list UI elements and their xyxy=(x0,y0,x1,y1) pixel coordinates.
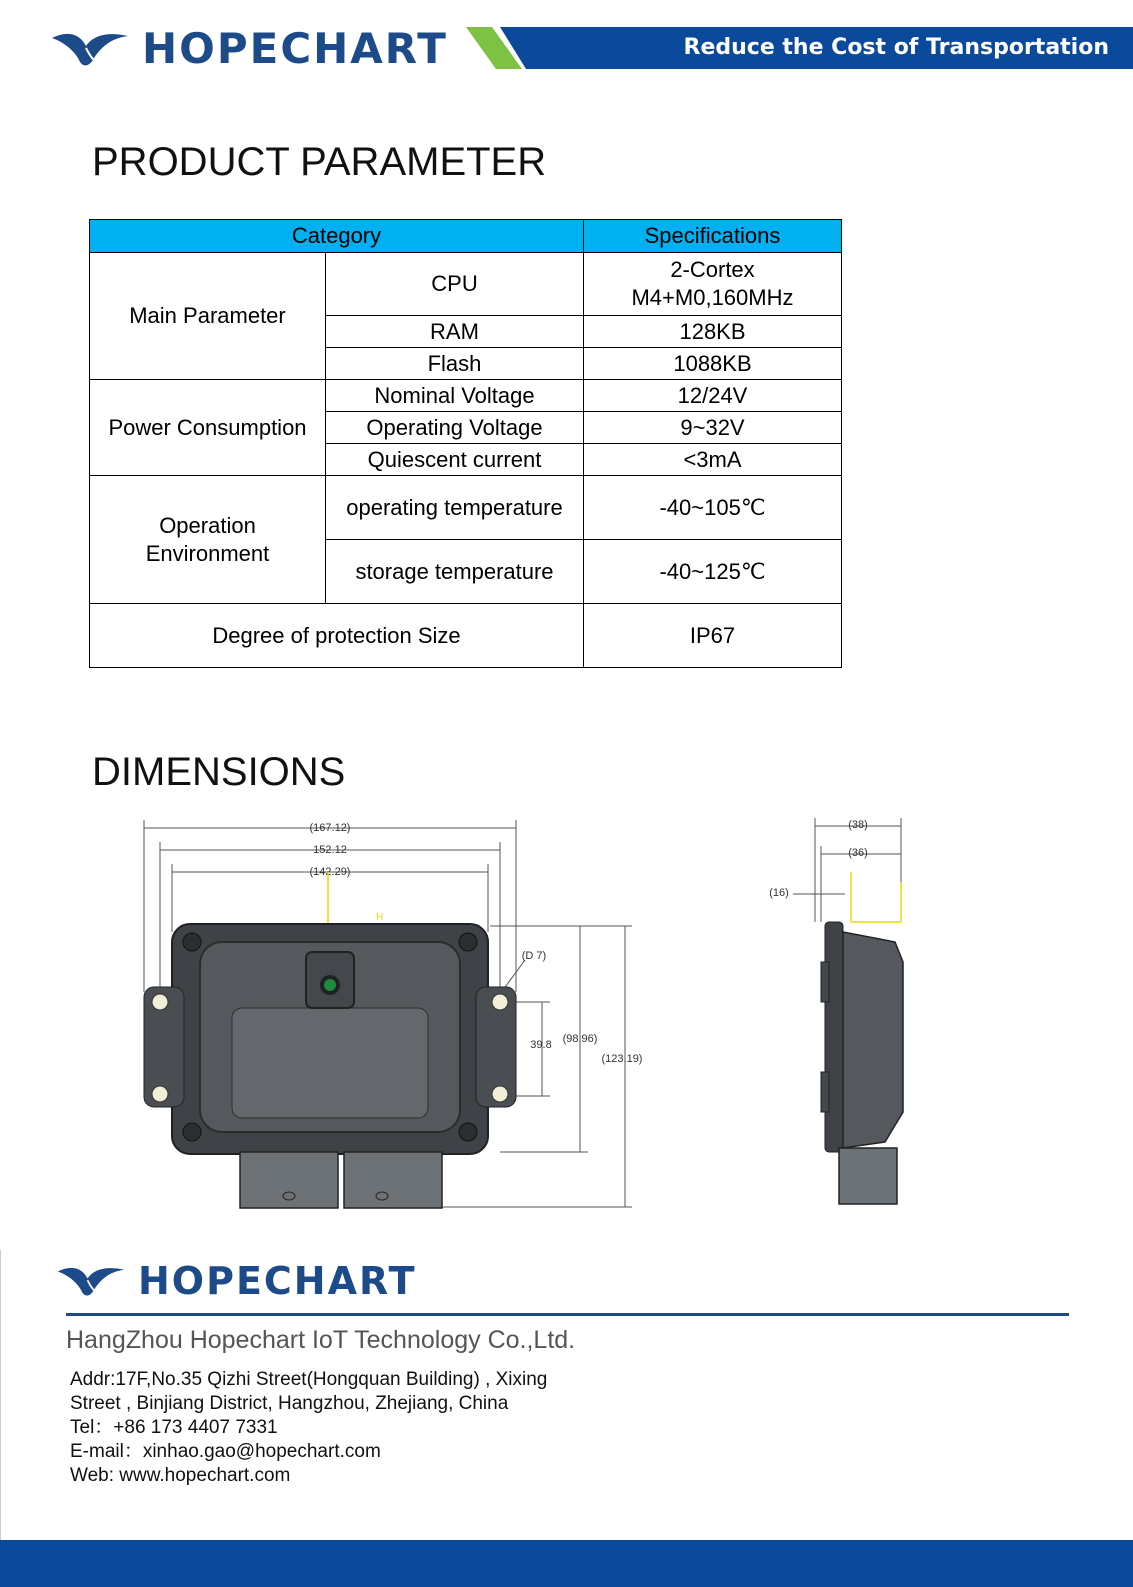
group-power-consumption: Power Consumption xyxy=(90,380,326,476)
side-view-svg xyxy=(765,812,925,1222)
row-label-flash: Flash xyxy=(326,348,584,380)
group-operation-environment xyxy=(90,476,326,604)
footer-brand-name: HOPECHART xyxy=(138,1259,417,1303)
row-value-cpu xyxy=(584,253,842,316)
brand-name: HOPECHART xyxy=(142,24,448,73)
footer-logo xyxy=(56,1258,417,1304)
table-row xyxy=(90,476,842,540)
contact-block xyxy=(70,1368,670,1488)
row-label-operating-temperature: operating temperature xyxy=(326,476,584,540)
bird-logo-icon xyxy=(50,28,130,72)
dim-hole-label: (D 7) xyxy=(521,950,547,962)
website-link[interactable]: Web: www.hopechart.com xyxy=(70,1465,291,1486)
spec-table xyxy=(89,219,842,668)
row-label-storage-temperature: storage temperature xyxy=(326,540,584,604)
address-line-2: Street , Binjiang District, Hangzhou, Zhejiang, China xyxy=(70,1393,509,1414)
bottom-bar xyxy=(0,1540,1133,1587)
dimensions-title: DIMENSIONS xyxy=(92,750,346,794)
row-label-quiescent-current: Quiescent current xyxy=(326,444,584,476)
product-parameter-title: PRODUCT PARAMETER xyxy=(92,140,547,184)
address-line-1: Addr:17F,No.35 Qizhi Street(Hongquan Building) , Xixing xyxy=(70,1369,548,1390)
cpu-value-line2: M4+M0,160MHz xyxy=(631,285,794,310)
footer-left-divider xyxy=(0,1250,1,1540)
row-label-cpu: CPU xyxy=(326,253,584,316)
row-label-operating-voltage: Operating Voltage xyxy=(326,412,584,444)
dim-h3-label: (123.19) xyxy=(601,1053,643,1065)
dim-w1-label: (167.12) xyxy=(309,822,351,834)
table-row xyxy=(90,380,842,412)
table-row xyxy=(90,253,842,316)
dim-mark-label: H xyxy=(376,912,384,923)
side-view-drawing xyxy=(765,812,925,1222)
row-value-ram: 128KB xyxy=(584,316,842,348)
front-view-drawing xyxy=(120,812,660,1222)
group-main-parameter: Main Parameter xyxy=(90,253,326,380)
footer-rule xyxy=(66,1313,1069,1316)
env-line2: Environment xyxy=(145,540,270,566)
row-value-nominal-voltage: 12/24V xyxy=(584,380,842,412)
dim-w3-label: (142.29) xyxy=(309,866,351,878)
header-logo xyxy=(50,24,448,74)
footer-bird-logo-icon xyxy=(56,1262,126,1302)
dim-w2-label: 152.12 xyxy=(313,844,347,856)
group-degree-of-protection: Degree of protection Size xyxy=(90,604,584,668)
telephone: Tel：+86 173 4407 7331 xyxy=(70,1417,278,1438)
row-value-operating-temperature: -40~105℃ xyxy=(584,476,842,540)
company-name: HangZhou Hopechart IoT Technology Co.,Ltd. xyxy=(66,1326,576,1354)
table-row xyxy=(90,604,842,668)
dim-d2-label: (36) xyxy=(848,847,868,859)
row-value-operating-voltage: 9~32V xyxy=(584,412,842,444)
dim-h2-label: (98.96) xyxy=(562,1033,598,1045)
row-label-ram: RAM xyxy=(326,316,584,348)
row-label-nominal-voltage: Nominal Voltage xyxy=(326,380,584,412)
slogan-banner xyxy=(466,27,1133,69)
email-link[interactable]: E-mail：xinhao.gao@hopechart.com xyxy=(70,1441,381,1462)
front-view-svg xyxy=(120,812,660,1222)
row-value-protection: IP67 xyxy=(584,604,842,668)
row-value-storage-temperature: -40~125℃ xyxy=(584,540,842,604)
dim-h1-label: 39.8 xyxy=(530,1039,552,1051)
dim-d3-label: (16) xyxy=(769,887,789,899)
header-category: Category xyxy=(90,220,584,253)
row-value-quiescent-current: <3mA xyxy=(584,444,842,476)
slogan-text: Reduce the Cost of Transportation xyxy=(683,35,1109,60)
cpu-value-line1: 2-Cortex xyxy=(670,257,755,282)
header-specifications: Specifications xyxy=(584,220,842,253)
table-header-row xyxy=(90,220,842,253)
dim-d1-label: (38) xyxy=(848,819,868,831)
row-value-flash: 1088KB xyxy=(584,348,842,380)
env-line1: Operation xyxy=(159,512,256,538)
